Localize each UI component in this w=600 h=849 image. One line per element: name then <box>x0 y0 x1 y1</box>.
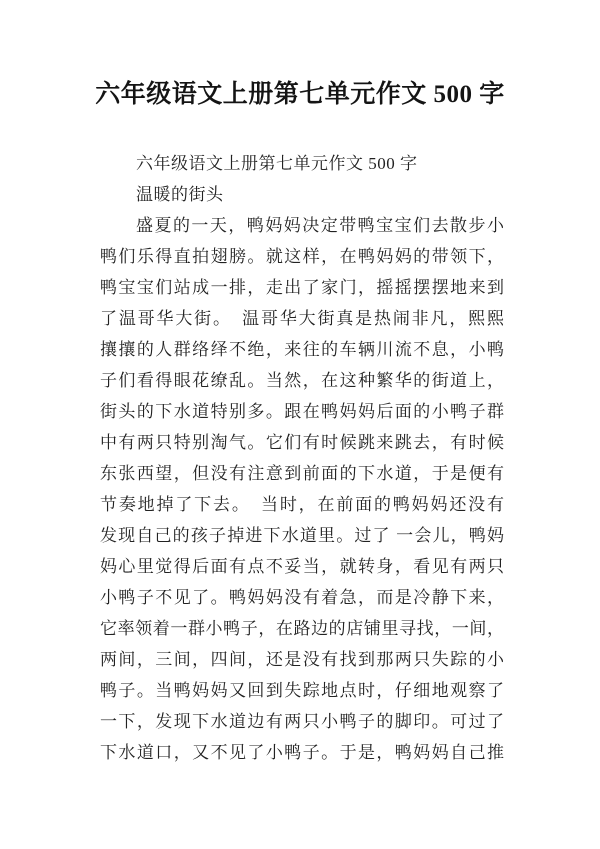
text-line: 它率领着一群小鸭子，在路边的店铺里寻找，一间， <box>100 619 504 638</box>
text-line: 鸭宝宝们站成一排，走出了家门，摇摇摆摆地来到 <box>100 278 504 297</box>
essay-body <box>100 148 504 768</box>
text-line: 下水道口，又不见了小鸭子。于是，鸭妈妈自己推 <box>100 743 504 762</box>
text-line: 妈心里觉得后面有点不妥当，就转身，看见有两只 <box>100 557 504 576</box>
text-line: 小鸭子不见了。鸭妈妈没有着急，而是冷静下来， <box>100 588 504 607</box>
text-line: 了温哥华大街。 温哥华大街真是热闹非凡，熙熙 <box>100 309 504 328</box>
text-line: 一下，发现下水道边有两只小鸭子的脚印。可过了 <box>100 712 504 731</box>
text-line: 发现自己的孩子掉进下水道里。过了 一会儿，鸭妈 <box>100 526 504 545</box>
text-line: 街头的下水道特别多。跟在鸭妈妈后面的小鸭子群 <box>100 402 504 421</box>
text-line: 攘攘的人群络绎不绝，来往的车辆川流不息，小鸭 <box>100 340 504 359</box>
text-line: 六年级语文上册第七单元作文 500 字 <box>136 154 418 173</box>
text-line: 子们看得眼花缭乱。当然，在这种繁华的街道上， <box>100 371 504 390</box>
text-line: 东张西望，但没有注意到前面的下水道，于是便有 <box>100 464 504 483</box>
text-line: 中有两只特别淘气。它们有时候跳来跳去，有时候 <box>100 433 504 452</box>
text-line: 温暖的街头 <box>136 185 224 204</box>
document-title: 六年级语文上册第七单元作文 500 字 <box>95 81 505 108</box>
text-line: 两间，三间，四间，还是没有找到那两只失踪的小 <box>100 650 504 669</box>
text-line: 鸭子。当鸭妈妈又回到失踪地点时，仔细地观察了 <box>100 681 504 700</box>
text-line: 节奏地掉了下去。 当时，在前面的鸭妈妈还没有 <box>100 495 504 514</box>
text-line: 盛夏的一天，鸭妈妈决定带鸭宝宝们去散步小 <box>136 216 504 235</box>
text-line: 鸭们乐得直拍翅膀。就这样，在鸭妈妈的带领下， <box>100 247 504 266</box>
